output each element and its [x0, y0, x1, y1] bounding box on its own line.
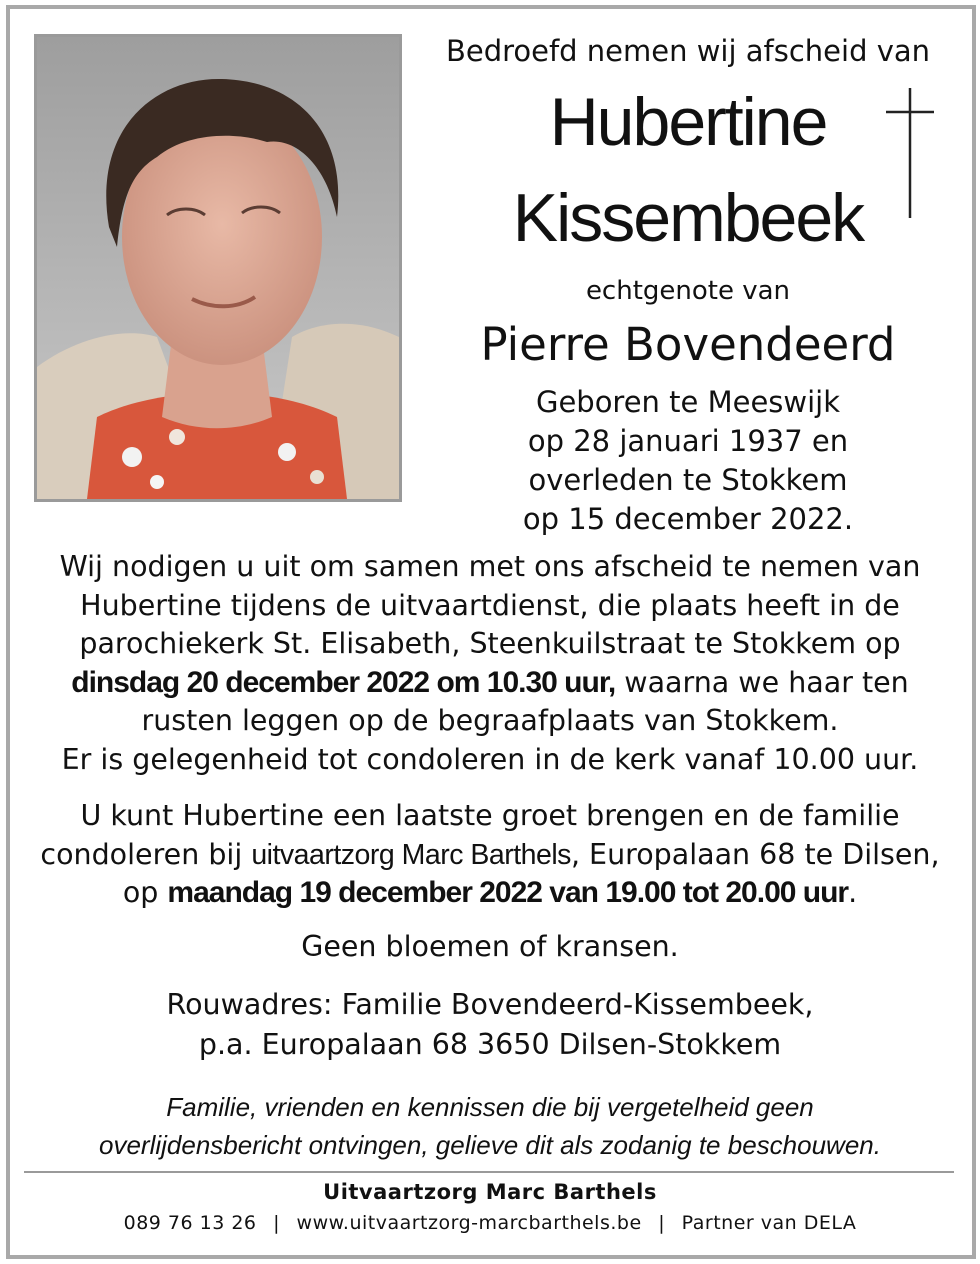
- visitation-text: condoleren bij: [40, 837, 252, 871]
- service-line: Er is gelegenheid tot condoleren in de kerk vanaf 10.00 uur.: [61, 742, 919, 776]
- life-line: op 28 januari 1937 en: [527, 424, 849, 458]
- funeral-home-name: uitvaartzorg Marc Barthels: [251, 838, 571, 871]
- deceased-last-name: Kissembeek: [512, 180, 864, 256]
- address-line: p.a. Europalaan 68 3650 Dilsen-Stokkem: [198, 1028, 782, 1061]
- deceased-first-name: Hubertine: [549, 84, 827, 160]
- life-line: Geboren te Meeswijk: [535, 385, 841, 419]
- life-dates: [420, 383, 956, 539]
- visitation-line: U kunt Hubertine een laatste groet brengen en de familie: [80, 799, 900, 832]
- intro-text: Bedroefd nemen wij afscheid van: [445, 34, 931, 68]
- life-line: op 15 december 2022.: [522, 502, 854, 536]
- footer-divider: [24, 1171, 954, 1173]
- service-line: Hubertine tijdens de uitvaartdienst, die plaats heeft in de: [80, 588, 900, 622]
- portrait-photo: [34, 34, 402, 502]
- visitation-text: , Europalaan 68 te Dilsen,: [570, 837, 940, 871]
- notice-note: [20, 1088, 960, 1164]
- partner-text: Partner van DELA: [681, 1212, 857, 1234]
- life-line: overleden te Stokkem: [528, 463, 848, 497]
- address-line: Rouwadres: Familie Bovendeerd-Kissembeek,: [166, 988, 814, 1021]
- spouse-name: Pierre Bovendeerd: [480, 318, 896, 371]
- visitation-text: .: [848, 876, 858, 909]
- service-line-rest: waarna we haar ten: [615, 665, 909, 699]
- website-link[interactable]: www.uitvaartzorg-marcbarthels.be: [296, 1212, 642, 1234]
- no-flowers-text: Geen bloemen of kransen.: [301, 930, 679, 963]
- service-line: [20, 664, 960, 703]
- note-line: overlijdensbericht ontvingen, gelieve dit als zodanig te beschouwen.: [99, 1130, 881, 1160]
- visitation-text: op: [122, 876, 168, 909]
- separator: |: [658, 1212, 666, 1234]
- separator: |: [273, 1212, 280, 1234]
- visitation-date: maandag 19 december 2022 van 19.00 tot 20.00 uur: [167, 876, 849, 909]
- company-name: Uitvaartzorg Marc Barthels: [323, 1180, 657, 1204]
- service-date: dinsdag 20 december 2022 om 10.30 uur,: [71, 665, 616, 699]
- mourning-address: [20, 985, 960, 1065]
- spouse-label: echtgenote van: [585, 276, 791, 306]
- service-line: rusten leggen op de begraafplaats van Stokkem.: [141, 704, 839, 737]
- visitation-paragraph: [20, 797, 960, 913]
- service-line: Wij nodigen u uit om samen met ons afscheid te nemen van: [59, 550, 921, 583]
- footer-contact: [20, 1212, 960, 1234]
- visitation-line: [20, 836, 960, 875]
- service-line: parochiekerk St. Elisabeth, Steenkuilstraat te Stokkem op: [79, 627, 901, 660]
- visitation-line: [20, 874, 960, 913]
- note-line: Familie, vrienden en kennissen die bij vergetelheid geen: [166, 1092, 814, 1122]
- service-paragraph: [20, 548, 960, 779]
- phone-number: 089 76 13 26: [123, 1212, 257, 1234]
